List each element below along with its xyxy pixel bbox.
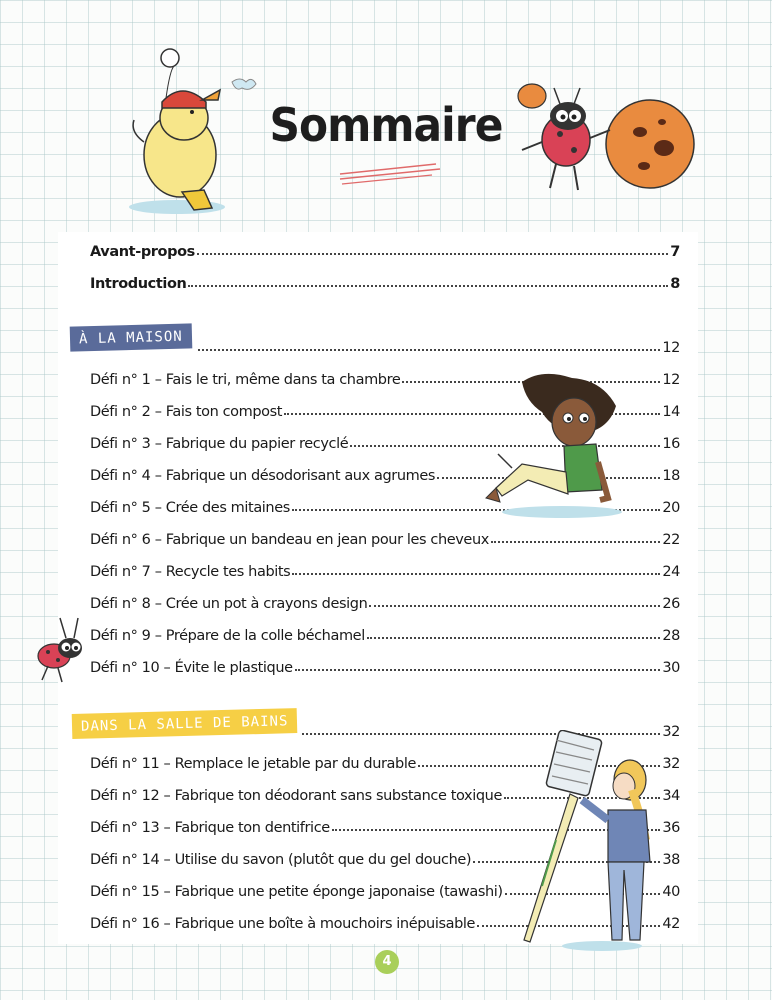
page-number-badge: 4	[375, 950, 399, 974]
toc-entry-page: 7	[670, 244, 680, 260]
toc-entry-label: Défi n° 10 – Évite le plastique	[90, 660, 293, 676]
toc-entry-defi-6[interactable]	[90, 524, 680, 548]
toc-entry-label: Défi n° 8 – Crée un pot à crayons design	[90, 596, 368, 612]
section-badge-salle-de-bains[interactable]: DANS LA SALLE DE BAINS	[72, 708, 298, 739]
toc-entry-defi-9[interactable]	[90, 620, 680, 644]
toc-entry-page: 38	[662, 852, 680, 868]
toc-entry-page: 28	[662, 628, 680, 644]
small-bug-illustration	[30, 612, 90, 686]
section-maison-page-row	[196, 332, 680, 356]
toc-entry-page: 14	[662, 404, 680, 420]
toc-entry-label: Défi n° 4 – Fabrique un désodorisant aux agrumes	[90, 468, 436, 484]
toc-entry-label: Défi n° 16 – Fabrique une boîte à mouchoirs inépuisable	[90, 916, 476, 932]
toc-entry-page: 26	[662, 596, 680, 612]
leader-dots	[197, 239, 668, 255]
toc-entry-label: Défi n° 7 – Recycle tes habits	[90, 564, 291, 580]
toc-entry-label: Défi n° 12 – Fabrique ton déodorant sans substance toxique	[90, 788, 502, 804]
leader-dots	[367, 623, 661, 639]
leader-dots	[491, 527, 660, 543]
section-page: 12	[662, 340, 680, 356]
toc-entry-label: Défi n° 5 – Crée des mitaines	[90, 500, 290, 516]
toc-entry-label: Défi n° 1 – Fais le tri, même dans ta chambre	[90, 372, 401, 388]
leader-dots	[292, 559, 660, 575]
toc-entry-page: 34	[662, 788, 680, 804]
leader-dots	[369, 591, 660, 607]
toc-entry-page: 12	[662, 372, 680, 388]
toc-entry-defi-10[interactable]	[90, 652, 680, 676]
leader-dots	[198, 335, 660, 351]
toc-entry-page: 16	[662, 436, 680, 452]
toc-entry-page: 24	[662, 564, 680, 580]
toc-entry-label: Défi n° 11 – Remplace le jetable par du durable	[90, 756, 416, 772]
toothbrush-girl-illustration	[512, 730, 662, 952]
ladybug-cookie-illustration	[512, 78, 702, 200]
toc-entry-label: Défi n° 2 – Fais ton compost	[90, 404, 283, 420]
toc-entry-defi-8[interactable]	[90, 588, 680, 612]
toc-entry-page: 30	[662, 660, 680, 676]
toc-entry-page: 22	[662, 532, 680, 548]
toc-entry-page: 40	[662, 884, 680, 900]
section-badge-maison[interactable]: À LA MAISON	[70, 323, 192, 351]
toc-entry-label: Défi n° 6 – Fabrique un bandeau en jean pour les cheveux	[90, 532, 489, 548]
toc-entry-label: Défi n° 13 – Fabrique ton dentifrice	[90, 820, 330, 836]
title-underline-decoration	[336, 160, 446, 190]
toc-entry-label: Défi n° 14 – Utilise du savon (plutôt que du gel douche)	[90, 852, 472, 868]
toc-entry-label: Défi n° 3 – Fabrique du papier recyclé	[90, 436, 349, 452]
toc-entry-page: 32	[662, 756, 680, 772]
toc-entry-avant-propos[interactable]	[90, 236, 680, 260]
toc-entry-introduction[interactable]	[90, 268, 680, 292]
section-page: 32	[662, 724, 680, 740]
toc-entry-page: 20	[662, 500, 680, 516]
toc-entry-page: 42	[662, 916, 680, 932]
toc-entry-page: 8	[670, 276, 680, 292]
leader-dots	[188, 271, 668, 287]
toc-entry-label: Défi n° 9 – Prépare de la colle béchamel	[90, 628, 365, 644]
toc-entry-label: Introduction	[90, 276, 187, 292]
toc-entry-defi-7[interactable]	[90, 556, 680, 580]
toc-entry-label: Avant-propos	[90, 244, 195, 260]
toc-entry-page: 36	[662, 820, 680, 836]
leader-dots	[295, 655, 661, 671]
duck-illustration	[122, 40, 262, 215]
page-title: Sommaire	[269, 98, 503, 152]
toc-entry-label: Défi n° 15 – Fabrique une petite éponge japonaise (tawashi)	[90, 884, 503, 900]
sitting-girl-illustration	[482, 372, 642, 522]
toc-entry-page: 18	[662, 468, 680, 484]
